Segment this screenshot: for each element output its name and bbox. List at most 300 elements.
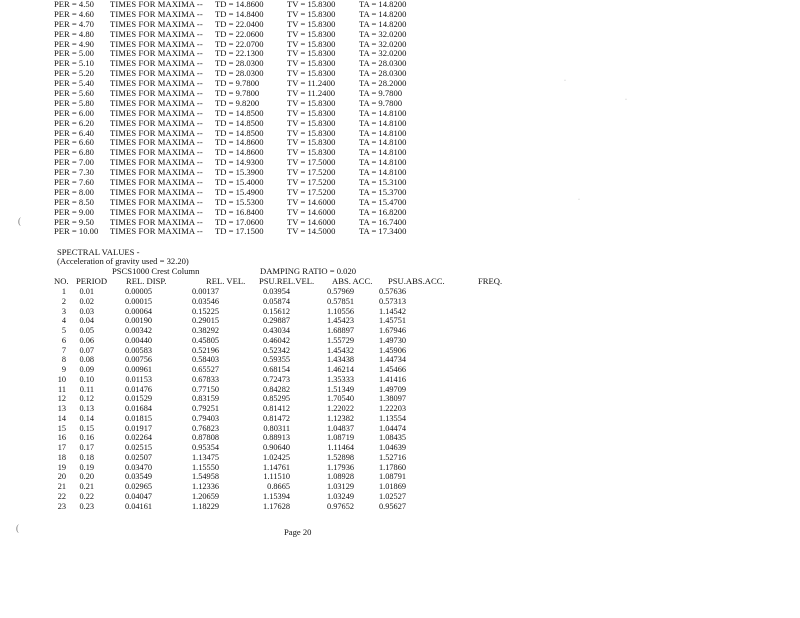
header-period: PERIOD [76, 276, 108, 286]
ta-value: TA = 15.4700 [359, 196, 407, 207]
rel-vel-cell: 1.12336 [192, 482, 219, 491]
psu-rel-vel-cell: 0.8665 [267, 482, 290, 491]
spectral-row [54, 297, 474, 307]
psu-abs-acc-cell: 1.38097 [379, 394, 406, 404]
td-value: TD = 14.8500 [215, 127, 264, 138]
psu-rel-vel-cell: 0.81472 [263, 413, 290, 423]
maxima-label: TIMES FOR MAXIMA -- [110, 167, 203, 178]
no-cell: 5 [61, 326, 66, 335]
no-cell: 4 [61, 316, 66, 326]
spectral-column-headers [54, 276, 503, 287]
maxima-label: TIMES FOR MAXIMA -- [110, 137, 203, 148]
tv-value: TV = 15.8300 [287, 28, 336, 39]
td-value: TD = 14.8500 [215, 107, 264, 118]
ta-value: TA = 14.8100 [359, 157, 407, 168]
psu-rel-vel-cell: 0.84282 [263, 384, 290, 394]
maxima-label: TIMES FOR MAXIMA -- [110, 88, 203, 99]
header-psu-abs-acc: PSU.ABS.ACC. [388, 276, 445, 286]
spectral-row [54, 472, 474, 482]
no-cell: 15 [57, 423, 66, 433]
td-value: TD = 16.8400 [215, 206, 264, 217]
period-cell: 0.09 [79, 365, 94, 374]
abs-acc-cell: 1.51349 [327, 384, 354, 394]
maxima-label: TIMES FOR MAXIMA -- [110, 196, 203, 207]
psu-rel-vel-cell: 0.72473 [263, 374, 290, 384]
psu-rel-vel-cell: 0.85295 [263, 394, 290, 404]
spectral-row [54, 385, 474, 395]
ta-value: TA = 28.0300 [359, 58, 407, 69]
psu-rel-vel-cell: 0.15612 [263, 306, 290, 316]
tv-value: TV = 14.6000 [287, 196, 336, 207]
psu-abs-acc-cell: 1.45906 [379, 345, 406, 355]
period-value: PER = 9.00 [54, 206, 94, 217]
ta-value: TA = 9.7800 [359, 88, 403, 99]
ta-value: TA = 14.8200 [359, 18, 407, 29]
rel-disp-cell: 0.01684 [125, 404, 152, 413]
psu-abs-acc-cell: 1.01869 [379, 482, 406, 491]
maxima-label: TIMES FOR MAXIMA -- [110, 18, 203, 29]
spectral-row [54, 502, 474, 512]
spectral-row [54, 316, 474, 326]
rel-vel-cell: 0.87808 [192, 433, 219, 443]
maxima-label: TIMES FOR MAXIMA -- [110, 38, 203, 49]
rel-disp-cell: 0.02515 [125, 443, 152, 452]
no-cell: 9 [61, 365, 66, 374]
ta-value: TA = 14.8200 [359, 0, 407, 9]
header-psu-rel-vel: PSU.REL.VEL. [259, 276, 315, 286]
period-cell: 0.23 [79, 501, 94, 511]
period-cell: 0.18 [79, 452, 94, 462]
abs-acc-cell: 1.45423 [327, 316, 354, 326]
tv-value: TV = 15.8300 [287, 8, 336, 19]
spectral-title: SPECTRAL VALUES - [57, 247, 140, 257]
psu-abs-acc-cell: 1.17860 [379, 462, 406, 472]
psu-abs-acc-cell: 0.57313 [379, 296, 406, 306]
period-value: PER = 4.60 [54, 8, 94, 19]
spectral-table [54, 287, 474, 511]
rel-vel-cell: 0.79403 [192, 413, 219, 423]
scan-mark: ( [16, 523, 19, 533]
rel-vel-cell: 0.95354 [192, 443, 219, 452]
no-cell: 18 [57, 452, 66, 462]
rel-disp-cell: 0.00342 [125, 326, 152, 335]
no-cell: 20 [57, 472, 66, 482]
rel-vel-cell: 0.67833 [192, 374, 219, 384]
abs-acc-cell: 1.08928 [327, 472, 354, 482]
period-cell: 0.12 [79, 394, 94, 404]
maxima-label: TIMES FOR MAXIMA -- [110, 78, 203, 89]
rel-disp-cell: 0.02264 [125, 433, 152, 443]
spectral-row [54, 355, 474, 365]
tv-value: TV = 15.8300 [287, 0, 336, 9]
psu-rel-vel-cell: 0.59355 [263, 355, 290, 365]
maxima-table [54, 0, 574, 237]
rel-vel-cell: 0.83159 [192, 394, 219, 404]
tv-value: TV = 15.8300 [287, 97, 336, 108]
spectral-row [54, 394, 474, 404]
period-cell: 0.04 [79, 316, 94, 326]
ta-value: TA = 15.3100 [359, 177, 407, 188]
no-cell: 12 [57, 394, 66, 404]
tv-value: TV = 15.8300 [287, 147, 336, 158]
no-cell: 3 [61, 306, 66, 316]
tv-value: TV = 14.5000 [287, 226, 336, 237]
rel-vel-cell: 0.76823 [192, 423, 219, 433]
rel-disp-cell: 0.00583 [125, 345, 152, 355]
rel-vel-cell: 1.54958 [192, 472, 219, 482]
spectral-row [54, 336, 474, 346]
rel-vel-cell: 0.15225 [192, 306, 219, 316]
rel-vel-cell: 0.00137 [192, 287, 219, 296]
gravity-note: (Acceleration of gravity used = 32.20) [57, 256, 189, 266]
maxima-label: TIMES FOR MAXIMA -- [110, 127, 203, 138]
period-cell: 0.08 [79, 355, 94, 365]
td-value: TD = 17.1500 [215, 226, 264, 237]
period-cell: 0.20 [79, 472, 94, 482]
psu-rel-vel-cell: 0.80311 [263, 423, 290, 433]
no-cell: 17 [57, 443, 66, 452]
psu-abs-acc-cell: 1.45751 [379, 316, 406, 326]
rel-disp-cell: 0.04047 [125, 491, 152, 501]
maxima-label: TIMES FOR MAXIMA -- [110, 97, 203, 108]
psu-rel-vel-cell: 0.88913 [263, 433, 290, 443]
psu-rel-vel-cell: 0.90640 [263, 443, 290, 452]
maxima-label: TIMES FOR MAXIMA -- [110, 107, 203, 118]
abs-acc-cell: 1.52898 [327, 452, 354, 462]
period-value: PER = 4.70 [54, 18, 94, 29]
maxima-label: TIMES FOR MAXIMA -- [110, 206, 203, 217]
abs-acc-cell: 1.11464 [327, 443, 354, 452]
rel-disp-cell: 0.01153 [125, 374, 152, 384]
period-cell: 0.22 [79, 491, 94, 501]
psu-rel-vel-cell: 0.43034 [263, 326, 290, 335]
ta-value: TA = 16.7400 [359, 216, 407, 227]
period-value: PER = 4.50 [54, 0, 94, 9]
period-value: PER = 6.80 [54, 147, 94, 158]
maxima-label: TIMES FOR MAXIMA -- [110, 226, 203, 237]
period-value: PER = 4.80 [54, 28, 94, 39]
period-cell: 0.16 [79, 433, 94, 443]
maxima-label: TIMES FOR MAXIMA -- [110, 8, 203, 19]
psu-abs-acc-cell: 1.13554 [379, 413, 406, 423]
psu-rel-vel-cell: 1.02425 [263, 452, 290, 462]
period-value: PER = 6.60 [54, 137, 94, 148]
header-no: NO. [54, 276, 69, 286]
abs-acc-cell: 1.12382 [327, 413, 354, 423]
td-value: TD = 28.0300 [215, 58, 264, 69]
td-value: TD = 9.8200 [215, 97, 260, 108]
psu-rel-vel-cell: 1.14761 [263, 462, 290, 472]
spectral-row [54, 287, 474, 297]
rel-disp-cell: 0.00064 [125, 306, 152, 316]
psu-abs-acc-cell: 1.22203 [379, 404, 406, 413]
ta-value: TA = 9.7800 [359, 97, 403, 108]
rel-disp-cell: 0.03470 [125, 462, 152, 472]
tv-value: TV = 15.8300 [287, 127, 336, 138]
maxima-row [54, 227, 574, 237]
rel-disp-cell: 0.04161 [125, 501, 152, 511]
no-cell: 22 [57, 491, 66, 501]
rel-disp-cell: 0.01815 [125, 413, 152, 423]
no-cell: 16 [57, 433, 66, 443]
abs-acc-cell: 1.45432 [327, 345, 354, 355]
td-value: TD = 17.0600 [215, 216, 264, 227]
no-cell: 21 [57, 482, 66, 491]
psu-abs-acc-cell: 1.49709 [379, 384, 406, 394]
psu-abs-acc-cell: 1.45466 [379, 365, 406, 374]
period-value: PER = 4.90 [54, 38, 94, 49]
period-cell: 0.17 [79, 443, 94, 452]
rel-disp-cell: 0.00005 [125, 287, 152, 296]
abs-acc-cell: 1.08719 [327, 433, 354, 443]
psu-abs-acc-cell: 1.49730 [379, 335, 406, 345]
tv-value: TV = 17.5000 [287, 157, 336, 168]
damping-label: DAMPING RATIO = 0.020 [260, 266, 357, 276]
period-cell: 0.03 [79, 306, 94, 316]
ta-value: TA = 28.0300 [359, 68, 407, 79]
abs-acc-cell: 1.70540 [327, 394, 354, 404]
rel-disp-cell: 0.02965 [125, 482, 152, 491]
period-cell: 0.15 [79, 423, 94, 433]
maxima-label: TIMES FOR MAXIMA -- [110, 216, 203, 227]
maxima-label: TIMES FOR MAXIMA -- [110, 157, 203, 168]
psu-abs-acc-cell: 1.41416 [379, 374, 406, 384]
maxima-label: TIMES FOR MAXIMA -- [110, 58, 203, 69]
td-value: TD = 15.4000 [215, 177, 264, 188]
psu-abs-acc-cell: 1.14542 [379, 306, 406, 316]
td-value: TD = 14.9300 [215, 157, 264, 168]
tv-value: TV = 15.8300 [287, 68, 336, 79]
spectral-row [54, 326, 474, 336]
psu-abs-acc-cell: 1.08435 [379, 433, 406, 443]
maxima-label: TIMES FOR MAXIMA -- [110, 186, 203, 197]
td-value: TD = 14.8400 [215, 8, 264, 19]
spectral-row [54, 463, 474, 473]
spectral-row [54, 433, 474, 443]
psu-abs-acc-cell: 0.57636 [379, 287, 406, 296]
abs-acc-cell: 0.57969 [327, 287, 354, 296]
period-value: PER = 6.20 [54, 117, 94, 128]
no-cell: 13 [57, 404, 66, 413]
rel-disp-cell: 0.01917 [125, 423, 152, 433]
td-value: TD = 22.1300 [215, 48, 264, 59]
period-value: PER = 10.00 [54, 226, 99, 237]
tv-value: TV = 17.5200 [287, 167, 336, 178]
rel-disp-cell: 0.00440 [125, 335, 152, 345]
rel-disp-cell: 0.01529 [125, 394, 152, 404]
rel-vel-cell: 0.79251 [192, 404, 219, 413]
ta-value: TA = 14.8100 [359, 117, 407, 128]
abs-acc-cell: 1.03249 [327, 491, 354, 501]
period-cell: 0.06 [79, 335, 94, 345]
rel-vel-cell: 1.13475 [192, 452, 219, 462]
tv-value: TV = 15.8300 [287, 38, 336, 49]
period-cell: 0.01 [79, 287, 94, 296]
ta-value: TA = 16.8200 [359, 206, 407, 217]
psu-rel-vel-cell: 0.05874 [263, 296, 290, 306]
abs-acc-cell: 1.43438 [327, 355, 354, 365]
rel-disp-cell: 0.00961 [125, 365, 152, 374]
period-cell: 0.10 [79, 374, 94, 384]
ta-value: TA = 14.8100 [359, 167, 407, 178]
ta-value: TA = 14.8100 [359, 127, 407, 138]
rel-disp-cell: 0.00756 [125, 355, 152, 365]
scan-mark: · [578, 197, 580, 203]
rel-vel-cell: 0.65527 [192, 365, 219, 374]
rel-disp-cell: 0.00190 [125, 316, 152, 326]
no-cell: 8 [61, 355, 66, 365]
spectral-row [54, 453, 474, 463]
psu-rel-vel-cell: 0.29887 [263, 316, 290, 326]
abs-acc-cell: 1.04837 [327, 423, 354, 433]
td-value: TD = 14.8600 [215, 137, 264, 148]
period-cell: 0.19 [79, 462, 94, 472]
td-value: TD = 22.0400 [215, 18, 264, 29]
no-cell: 19 [57, 462, 66, 472]
ta-value: TA = 14.8200 [359, 8, 407, 19]
ta-value: TA = 32.0200 [359, 38, 407, 49]
period-value: PER = 7.00 [54, 157, 94, 168]
td-value: TD = 15.4900 [215, 186, 264, 197]
psu-rel-vel-cell: 0.81412 [263, 404, 290, 413]
abs-acc-cell: 1.55729 [327, 335, 354, 345]
period-cell: 0.02 [79, 296, 94, 306]
abs-acc-cell: 0.97652 [327, 501, 354, 511]
ta-value: TA = 17.3400 [359, 226, 407, 237]
abs-acc-cell: 1.22022 [327, 404, 354, 413]
tv-value: TV = 15.8300 [287, 58, 336, 69]
no-cell: 23 [57, 501, 66, 511]
rel-vel-cell: 0.45805 [192, 335, 219, 345]
period-value: PER = 5.40 [54, 78, 94, 89]
no-cell: 2 [61, 296, 66, 306]
page-number: Page 20 [284, 527, 312, 537]
abs-acc-cell: 1.03129 [327, 482, 354, 491]
psu-rel-vel-cell: 1.11510 [263, 472, 290, 482]
td-value: TD = 28.0300 [215, 68, 264, 79]
ta-value: TA = 14.8100 [359, 107, 407, 118]
rel-vel-cell: 0.03546 [192, 296, 219, 306]
rel-vel-cell: 1.15550 [192, 462, 219, 472]
no-cell: 14 [57, 413, 66, 423]
psu-rel-vel-cell: 1.17628 [263, 501, 290, 511]
scan-mark: ( [18, 216, 21, 226]
period-value: PER = 8.50 [54, 196, 94, 207]
psu-rel-vel-cell: 0.52342 [263, 345, 290, 355]
no-cell: 7 [61, 345, 66, 355]
spectral-row [54, 492, 474, 502]
tv-value: TV = 15.8300 [287, 137, 336, 148]
td-value: TD = 22.0600 [215, 28, 264, 39]
header-rel-disp: REL. DISP. [126, 276, 167, 286]
psu-rel-vel-cell: 0.03954 [263, 287, 290, 296]
tv-value: TV = 17.5200 [287, 177, 336, 188]
ta-value: TA = 32.0200 [359, 28, 407, 39]
header-rel-vel: REL. VEL. [206, 276, 246, 286]
rel-disp-cell: 0.03549 [125, 472, 152, 482]
spectral-row [54, 404, 474, 414]
rel-vel-cell: 0.38292 [192, 326, 219, 335]
psu-rel-vel-cell: 0.46042 [263, 335, 290, 345]
header-freq: FREQ. [478, 276, 503, 286]
period-cell: 0.21 [79, 482, 94, 491]
period-value: PER = 6.40 [54, 127, 94, 138]
td-value: TD = 15.5300 [215, 196, 264, 207]
maxima-label: TIMES FOR MAXIMA -- [110, 68, 203, 79]
period-value: PER = 9.50 [54, 216, 94, 227]
spectral-row [54, 424, 474, 434]
rel-vel-cell: 0.58403 [192, 355, 219, 365]
rel-vel-cell: 1.18229 [192, 501, 219, 511]
psu-abs-acc-cell: 1.02527 [379, 491, 406, 501]
rel-disp-cell: 0.01476 [125, 384, 152, 394]
rel-vel-cell: 0.29015 [192, 316, 219, 326]
psu-abs-acc-cell: 1.08791 [379, 472, 406, 482]
period-value: PER = 5.80 [54, 97, 94, 108]
period-cell: 0.11 [79, 384, 94, 394]
td-value: TD = 15.3900 [215, 167, 264, 178]
td-value: TD = 14.8600 [215, 147, 264, 158]
period-value: PER = 6.00 [54, 107, 94, 118]
period-cell: 0.13 [79, 404, 94, 413]
td-value: TD = 14.8500 [215, 117, 264, 128]
spectral-row [54, 346, 474, 356]
maxima-label: TIMES FOR MAXIMA -- [110, 117, 203, 128]
period-value: PER = 8.00 [54, 186, 94, 197]
no-cell: 11 [58, 384, 66, 394]
rel-vel-cell: 0.52196 [192, 345, 219, 355]
td-value: TD = 9.7800 [215, 78, 260, 89]
psu-abs-acc-cell: 1.04639 [379, 443, 406, 452]
header-abs-acc: ABS. ACC. [332, 276, 373, 286]
tv-value: TV = 15.8300 [287, 117, 336, 128]
period-value: PER = 7.30 [54, 167, 94, 178]
td-value: TD = 22.0700 [215, 38, 264, 49]
psu-abs-acc-cell: 1.04474 [379, 423, 406, 433]
maxima-label: TIMES FOR MAXIMA -- [110, 177, 203, 188]
scan-mark: · [564, 78, 566, 84]
period-value: PER = 7.60 [54, 177, 94, 188]
tv-value: TV = 11.2400 [287, 78, 336, 89]
column-label: PSCS1000 Crest Column [112, 266, 200, 276]
no-cell: 6 [61, 335, 66, 345]
rel-vel-cell: 1.20659 [192, 491, 219, 501]
ta-value: TA = 14.8100 [359, 147, 407, 158]
ta-value: TA = 15.3700 [359, 186, 407, 197]
maxima-label: TIMES FOR MAXIMA -- [110, 28, 203, 39]
tv-value: TV = 11.2400 [287, 88, 336, 99]
psu-rel-vel-cell: 1.15394 [263, 491, 290, 501]
psu-abs-acc-cell: 1.67946 [379, 326, 406, 335]
td-value: TD = 9.7800 [215, 88, 260, 99]
tv-value: TV = 17.5200 [287, 186, 336, 197]
rel-vel-cell: 0.77150 [192, 384, 219, 394]
maxima-label: TIMES FOR MAXIMA -- [110, 48, 203, 59]
abs-acc-cell: 1.10556 [327, 306, 354, 316]
no-cell: 1 [61, 287, 66, 296]
period-cell: 0.07 [79, 345, 94, 355]
abs-acc-cell: 1.46214 [327, 365, 354, 374]
period-value: PER = 5.20 [54, 68, 94, 79]
rel-disp-cell: 0.00015 [125, 296, 152, 306]
spectral-row [54, 414, 474, 424]
tv-value: TV = 14.6000 [287, 216, 336, 227]
psu-abs-acc-cell: 1.44734 [379, 355, 406, 365]
spectral-row [54, 443, 474, 453]
maxima-label: TIMES FOR MAXIMA -- [110, 0, 203, 9]
period-cell: 0.14 [79, 413, 94, 423]
psu-abs-acc-cell: 1.52716 [379, 452, 406, 462]
